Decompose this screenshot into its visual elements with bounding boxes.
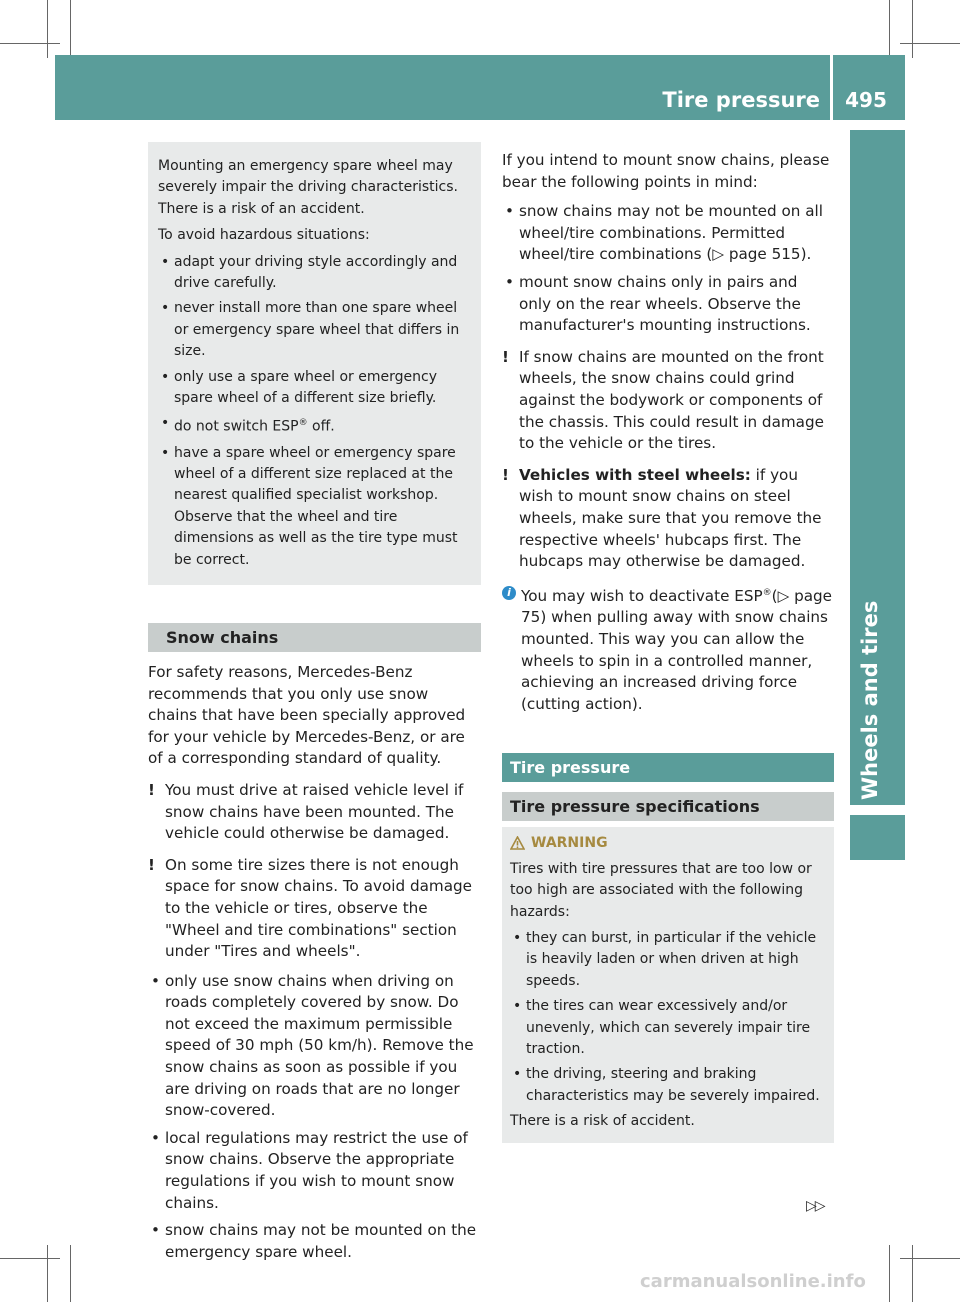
tire-pressure-heading: Tire pressure	[502, 753, 834, 782]
crop-mark	[900, 1258, 960, 1259]
list-item: • adapt your driving style accordingly and drive carefully.	[158, 252, 473, 295]
snow-chains-heading: Snow chains	[148, 623, 481, 652]
spare-wheel-list	[158, 252, 473, 571]
left-column	[148, 142, 481, 1269]
info-esp	[502, 583, 834, 716]
caution-mark: !	[502, 465, 509, 484]
chapter-tab-marker	[850, 815, 905, 860]
list-item: • only use snow chains when driving on roads completely covered by snow. Do not exceed the maximum permissible speed of 30 mph (50 km/h). Remove the snow chains as soon as possible if you are driving on roads that are no longer snow-covered.	[148, 971, 481, 1122]
list-item: • only use a spare wheel or emergency spare wheel of a different size briefly.	[158, 367, 473, 410]
warning-intro: Tires with tire pressures that are too low or too high are associated with the following hazards:	[510, 860, 812, 920]
list-item: • never install more than one spare wheel or emergency spare wheel that differs in size.	[158, 298, 473, 362]
note-raised-level	[148, 780, 481, 845]
watermark: carmanualsonline.info	[640, 1271, 866, 1292]
crop-mark	[47, 1245, 48, 1302]
esp-text: do not switch ESP	[174, 419, 299, 436]
list-item: • snow chains may not be mounted on the emergency spare wheel.	[148, 1220, 481, 1263]
list-item: • the driving, steering and braking characteristics may be severely impaired.	[510, 1064, 828, 1107]
right-column	[502, 150, 834, 1143]
list-item: • they can burst, in particular if the vehicle is heavily laden or when driven at high speeds.	[510, 928, 828, 992]
continued-marker: ▷▷	[806, 1198, 824, 1214]
warning-list	[510, 928, 828, 1107]
page-number: 495	[845, 88, 887, 112]
chapter-tab-gap	[850, 805, 905, 815]
caution-mark: !	[148, 780, 155, 799]
crop-mark	[0, 43, 60, 44]
list-item: • snow chains may not be mounted on all wheel/tire combinations. Permitted wheel/tire combinations (▷ page 515).	[502, 201, 834, 266]
mount-list	[502, 201, 834, 337]
caution-mark: !	[148, 855, 155, 874]
info-text: You may wish to deactivate ESP	[521, 586, 763, 605]
spare-wheel-intro: Mounting an emergency spare wheel may severely impair the driving characteristics. There is a risk of an accident.	[158, 158, 458, 217]
info-text-end: (▷ page 75) when pulling away with snow chains mounted. This way you can allow the wheels to spin in a controlled manner, achieving an increased driving force (cutting action).	[521, 586, 833, 713]
crop-mark	[900, 43, 960, 44]
warning-triangle-icon	[510, 836, 525, 850]
page-title: Tire pressure	[662, 88, 820, 112]
registered-mark: ®	[298, 418, 308, 429]
crop-mark	[70, 0, 71, 58]
tire-pressure-specs-heading: Tire pressure specifications	[502, 792, 834, 821]
warning-outro: There is a risk of accident.	[510, 1113, 695, 1130]
note-text: If snow chains are mounted on the front wheels, the snow chains could grind against the bodywork or components of the chassis. This could result in damage to the vehicle or the tires.	[519, 347, 824, 453]
header-divider	[830, 55, 833, 120]
warning-header	[510, 833, 828, 854]
crop-mark	[889, 0, 890, 58]
list-item: • local regulations may restrict the use of snow chains. Observe the appropriate regulations if you wish to mount snow chains.	[148, 1128, 481, 1214]
mount-intro: If you intend to mount snow chains, please bear the following points in mind:	[502, 151, 830, 191]
crop-mark	[0, 1258, 60, 1259]
crop-mark	[912, 1245, 913, 1302]
note-front-wheels	[502, 347, 834, 455]
note-steel-wheels	[502, 465, 834, 573]
snow-chain-rules	[148, 971, 481, 1264]
list-item: • mount snow chains only in pairs and only on the rear wheels. Observe the manufacturer's mounting instructions.	[502, 272, 834, 337]
registered-mark: ®	[762, 587, 772, 598]
caution-mark: !	[502, 347, 509, 366]
note-tire-sizes	[148, 855, 481, 963]
list-item: • the tires can wear excessively and/or unevenly, which can severely impair tire traction.	[510, 996, 828, 1060]
crop-mark	[912, 0, 913, 58]
spare-wheel-avoid: To avoid hazardous situations:	[158, 227, 370, 244]
list-item	[158, 413, 473, 438]
esp-text-end: off.	[307, 419, 335, 436]
list-item: • have a spare wheel or emergency spare wheel of a different size replaced at the nearest qualified specialist workshop. Observe that the wheel and tire dimensions as well as the tire type must be correct.	[158, 443, 473, 571]
note-bold-lead: Vehicles with steel wheels:	[519, 465, 751, 484]
warning-label: WARNING	[531, 835, 608, 852]
tire-pressure-warning-box	[502, 827, 834, 1142]
note-text: if you wish to mount snow chains on steel wheels, make sure that you remove the respective wheels' hubcaps first. The hubcaps may otherwise be damaged.	[519, 465, 822, 571]
info-icon: i	[502, 586, 516, 600]
note-text: You must drive at raised vehicle level if snow chains have been mounted. The vehicle could otherwise be damaged.	[165, 780, 464, 843]
snow-chains-intro: For safety reasons, Mercedes-Benz recommends that you only use snow chains that have been specially approved for your vehicle by Mercedes-Benz, or are of a corresponding standard of quality.	[148, 662, 466, 768]
note-text: On some tire sizes there is not enough space for snow chains. To avoid damage to the vehicle or tires, observe the "Wheel and tire combinations" section under "Tires and wheels".	[165, 855, 472, 961]
spare-wheel-warning-box	[148, 142, 481, 585]
chapter-tab-label: Wheels and tires	[858, 600, 882, 800]
crop-mark	[47, 0, 48, 58]
crop-mark	[70, 1245, 71, 1302]
crop-mark	[889, 1245, 890, 1302]
